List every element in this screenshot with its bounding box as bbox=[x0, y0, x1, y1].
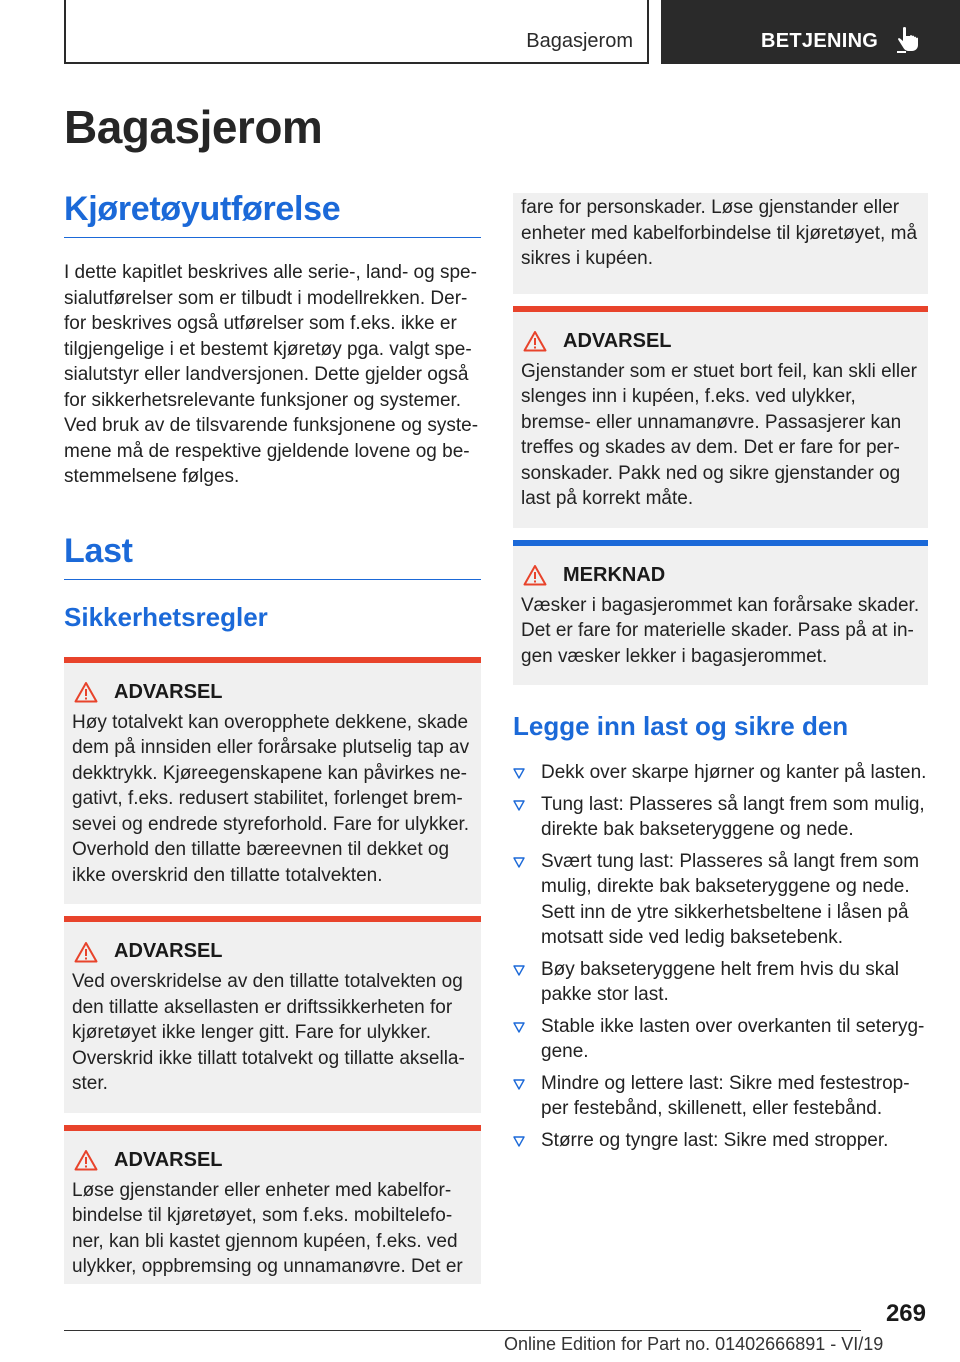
header-chapter-box bbox=[661, 0, 960, 64]
warning-header bbox=[72, 681, 473, 704]
warning-header bbox=[72, 940, 473, 963]
warning-box-3 bbox=[64, 1125, 481, 1284]
warning-label: ADVARSEL bbox=[114, 1148, 223, 1171]
safety-heading: Sikkerhetsregler bbox=[64, 601, 268, 632]
list-item-text: Større og tyngre last: Sikre med stropper. bbox=[541, 1129, 889, 1151]
warning-header bbox=[72, 1149, 473, 1172]
warning-label: ADVARSEL bbox=[114, 940, 223, 962]
bullet-triangle-icon bbox=[513, 767, 525, 779]
list-item bbox=[513, 760, 928, 786]
notice-text: Væsker i bagasjerommet kan forårsake skader. Det er fare for materielle skader. Pass på at ingen væsker lekker i bagasjerommet. bbox=[521, 594, 920, 667]
bullet-triangle-icon bbox=[513, 799, 525, 811]
list-item bbox=[513, 1071, 928, 1122]
list-item-text: Tung last: Plasseres så langt frem som mulig, direkte bak bakseteryggene og nede. bbox=[541, 793, 925, 840]
vehicle-text: I dette kapitlet beskrives alle serie-, land- og spesialutførelser som er tilbudt i modellrekken. Derfor beskrives også utførelser som f.eks. ikke er tilgjengelige i et bestemt kjøretøy pga. valgt spesialutstyr eller landversjonen. Dette gjelder også for sikkerhetsrelevante funksjoner og systemer. Ved bruk av de tilsvarende funksjonene og systemene må de respektive gjeldende lovene og bestemmelsene følges. bbox=[64, 262, 479, 487]
warning-triangle-icon bbox=[74, 1149, 98, 1171]
warning-box-3-continued bbox=[513, 193, 928, 294]
list-item-text: Dekk over skarpe hjørner og kanter på lasten. bbox=[541, 762, 927, 783]
warning-text: Løse gjenstander eller enheter med kabelforbindelse til kjøretøyet, som f.eks. mobiltelefoner, kan bli kastet gjennom kupéen, f.eks. ved ulykker, oppbremsing og unnamanøvre. Det er bbox=[72, 1179, 463, 1277]
list-item-text: Bøy bakseteryggene helt frem hvis du skal pakke stor last. bbox=[541, 958, 900, 1005]
warning-label: ADVARSEL bbox=[114, 680, 223, 703]
left-column bbox=[64, 190, 481, 1284]
page-title: Bagasjerom bbox=[64, 101, 323, 153]
stowing-list bbox=[513, 760, 928, 1153]
warning-triangle-icon bbox=[523, 564, 547, 586]
warning-header bbox=[521, 330, 920, 353]
header-chapter-title: BETJENING bbox=[761, 30, 879, 52]
list-item-text: Stable ikke lasten over overkanten til seteryggene. bbox=[541, 1015, 925, 1062]
warning-triangle-icon bbox=[74, 681, 98, 703]
warning-text: Høy totalvekt kan overopphete dekkene, skade dem på innsiden eller forårsake plutselig tap av dekktrykk. Kjøreegenskapene kan påvirkes negativt, f.eks. redusert stabilitet, forlenget bremsevei og endrede styreforhold. Fare for ulykker. Overhold den tillatte bæreevnen til dekket og ikke overskrid den tillatte totalvekten. bbox=[72, 711, 470, 886]
warning-text: Ved overskridelse av den tillatte totalvekten og den tillatte aksellasten er driftssikkerheten for kjøretøyet ikke lenger gitt. Fare for ulykker. Overskrid ikke tillatt totalvekt og tillatte aksellaster. bbox=[72, 971, 465, 1094]
load-heading: Last bbox=[64, 532, 481, 580]
list-item bbox=[513, 1128, 928, 1154]
warning-box-1 bbox=[64, 657, 481, 905]
bullet-triangle-icon bbox=[513, 1135, 525, 1147]
list-item bbox=[513, 1014, 928, 1065]
footer-edition: Online Edition for Part no. 01402666891 - VI/19 bbox=[504, 1334, 884, 1354]
page-number: 269 bbox=[885, 1300, 926, 1327]
warning-triangle-icon bbox=[74, 941, 98, 963]
warning-text-continued: fare for personskader. Løse gjenstander eller enheter med kabelforbindelse til kjøretøyet, må sikres i kupéen. bbox=[521, 197, 918, 269]
footer-divider bbox=[64, 1330, 861, 1331]
stowing-heading: Legge inn last og sikre den bbox=[513, 711, 849, 741]
notice-box bbox=[513, 540, 928, 686]
vehicle-heading: Kjøretøyutførelse bbox=[64, 190, 481, 238]
bullet-triangle-icon bbox=[513, 1021, 525, 1033]
list-item-text: Mindre og lettere last: Sikre med festestropper festebånd, skillenett, eller festebånd. bbox=[541, 1072, 910, 1119]
bullet-triangle-icon bbox=[513, 856, 525, 868]
header-section-box bbox=[64, 0, 649, 64]
hand-pointer-icon bbox=[895, 26, 921, 54]
header-section-title: Bagasjerom bbox=[526, 30, 633, 52]
right-column bbox=[513, 193, 928, 1159]
bullet-triangle-icon bbox=[513, 964, 525, 976]
bullet-triangle-icon bbox=[513, 1078, 525, 1090]
warning-text: Gjenstander som er stuet bort feil, kan skli eller slenges inn i kupéen, f.eks. ved ulykker, bremse- eller unnamanøvre. Passasjerer kan treffes og skades av dem. Det er fare for personskader. Pakk ned og sikre gjenstander og last på korrekt måte. bbox=[521, 360, 918, 509]
list-item bbox=[513, 792, 928, 843]
notice-label: MERKNAD bbox=[563, 563, 666, 586]
warning-triangle-icon bbox=[523, 330, 547, 352]
list-item bbox=[513, 849, 928, 951]
list-item-text: Svært tung last: Plasseres så langt frem som mulig, direkte bak bakseteryggene og nede. Sett inn de ytre sikkerhetsbeltene i låsen på motsatt side ved ledig baksetebenk. bbox=[541, 850, 920, 948]
list-item bbox=[513, 957, 928, 1008]
warning-label: ADVARSEL bbox=[563, 329, 672, 352]
notice-header bbox=[521, 564, 920, 587]
warning-box-4 bbox=[513, 306, 928, 528]
warning-box-2 bbox=[64, 916, 481, 1113]
